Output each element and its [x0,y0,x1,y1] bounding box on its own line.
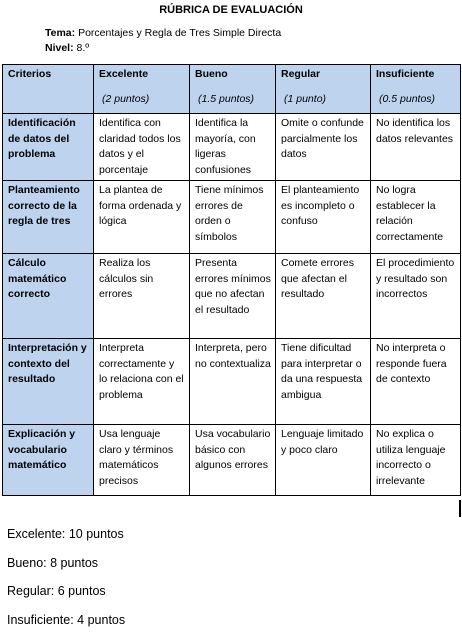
topic-label: Tema: [45,27,75,39]
header-row [3,65,461,114]
table-row [3,254,461,339]
header-label: Insuficiente [376,68,434,80]
bueno-cell: Interpreta, pero no contextualiza [190,339,276,425]
table-row [3,114,461,181]
regular-cell: El planteamiento es incompleto o confuso [276,181,371,254]
regular-cell: Tiene dificultad para interpretar o da una respuesta ambigua [276,339,371,425]
criterion-cell: Interpretación y contexto del resultado [3,339,94,425]
header-label: Bueno [195,68,228,80]
criterion-cell: Explicación y vocabulario matemático [3,425,94,496]
excelente-cell: Usa lenguaje claro y términos matemáticos precisos [94,425,190,496]
topic-value: Porcentajes y Regla de Tres Simple Directa [78,27,281,39]
regular-cell: Comete errores que afectan el resultado [276,254,371,339]
header-label: Criterios [8,68,51,80]
topic-line [45,27,281,39]
table-edge-divider [459,500,461,517]
header-criterios [3,65,94,114]
table-row [3,181,461,254]
criterion-cell: Planteamiento correcto de la regla de tres [3,181,94,254]
header-label: Excelente [99,68,148,80]
header-points: (1.5 puntos) [195,92,271,108]
score-excelente: Excelente: 10 puntos [7,527,125,556]
table-row [3,425,461,496]
score-insuficiente: Insuficiente: 4 puntos [7,613,125,641]
header-insuficiente [371,65,461,114]
excelente-cell: Interpreta correctamente y lo relaciona con el problema [94,339,190,425]
insuficiente-cell: No identifica los datos relevantes [371,114,461,181]
header-regular [276,65,371,114]
insuficiente-cell: El procedimiento y resultado son incorrectos [371,254,461,339]
level-value: 8.º [77,42,90,54]
insuficiente-cell: No explica o utiliza lenguaje incorrecto o irrelevante [371,425,461,496]
header-points: (0.5 puntos) [376,92,456,108]
level-label: Nivel: [45,42,74,54]
score-bueno: Bueno: 8 puntos [7,556,125,585]
header-points: (1 punto) [281,92,366,108]
table-row [3,339,461,425]
bueno-cell: Usa vocabulario básico con algunos errores [190,425,276,496]
header-excelente [94,65,190,114]
header-label: Regular [281,68,320,80]
excelente-cell: La plantea de forma ordenada y lógica [94,181,190,254]
excelente-cell: Realiza los cálculos sin errores [94,254,190,339]
document-title: RÚBRICA DE EVALUACIÓN [0,4,462,16]
score-regular: Regular: 6 puntos [7,584,125,613]
criterion-cell: Identificación de datos del problema [3,114,94,181]
bueno-cell: Tiene mínimos errores de orden o símbolos [190,181,276,254]
score-summary [7,527,125,641]
insuficiente-cell: No logra establecer la relación correctamente [371,181,461,254]
regular-cell: Lenguaje limitado y poco claro [276,425,371,496]
excelente-cell: Identifica con claridad todos los datos y el porcentaje [94,114,190,181]
regular-cell: Omite o confunde parcialmente los datos [276,114,371,181]
header-points: (2 puntos) [99,92,185,108]
rubric-table [2,64,461,496]
bueno-cell: Identifica la mayoría, con ligeras confusiones [190,114,276,181]
header-bueno [190,65,276,114]
criterion-cell: Cálculo matemático correcto [3,254,94,339]
insuficiente-cell: No interpreta o responde fuera de contexto [371,339,461,425]
level-line [45,42,89,54]
bueno-cell: Presenta errores mínimos que no afectan el resultado [190,254,276,339]
